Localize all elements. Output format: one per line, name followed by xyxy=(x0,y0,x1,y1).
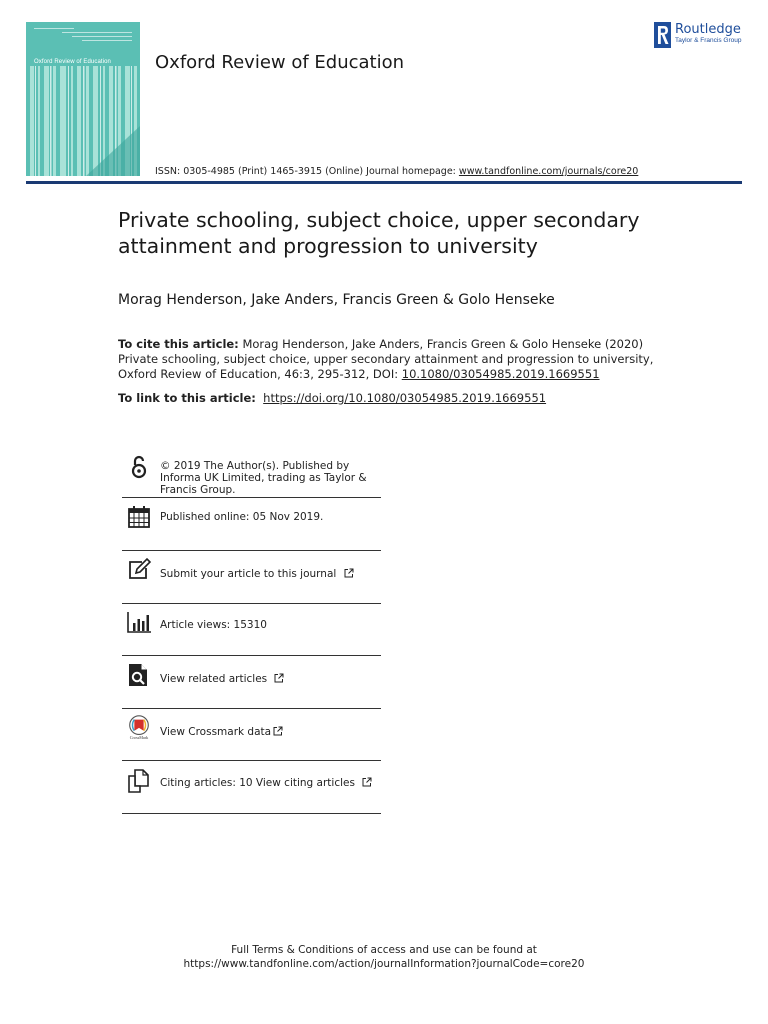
crossmark-icon xyxy=(126,714,152,740)
info-row-published xyxy=(122,498,381,551)
info-row-related[interactable] xyxy=(122,656,381,709)
related-articles-label: View related articles xyxy=(160,673,268,685)
info-row-license xyxy=(122,450,381,498)
cover-title: Oxford Review of Education xyxy=(34,59,111,65)
cite-text: Morag Henderson, Jake Anders, Francis Green & Golo Henseke (2020) Private schooling, subject choice, upper secondary attainment and progression to university, Oxford Review of Education, 46:3, 295-312, DOI: xyxy=(118,337,654,381)
journal-cover-image xyxy=(26,22,140,176)
cite-label: To cite this article: xyxy=(118,337,239,351)
submit-article-link[interactable] xyxy=(160,568,354,580)
crossmark-label: View Crossmark data xyxy=(160,726,272,738)
article-link-line xyxy=(118,391,546,405)
citation-block xyxy=(118,337,678,382)
bar-chart-icon xyxy=(126,610,152,636)
external-link-icon xyxy=(274,673,284,683)
crossmark-link[interactable] xyxy=(160,726,283,738)
publisher-name: Routledge xyxy=(675,22,741,37)
journal-homepage-link[interactable]: www.tandfonline.com/journals/core20 xyxy=(458,166,639,177)
submit-article-label: Submit your article to this journal xyxy=(160,568,337,580)
footer-terms-url[interactable]: https://www.tandfonline.com/action/journalInformation?journalCode=core20 xyxy=(183,958,585,970)
edit-pencil-icon xyxy=(126,557,152,583)
article-info-list xyxy=(122,450,381,814)
article-title: Private schooling, subject choice, upper secondary attainment and progression to university xyxy=(118,208,640,258)
info-row-views xyxy=(122,604,381,656)
publisher-text xyxy=(675,22,741,45)
publisher-group: Taylor & Francis Group xyxy=(675,37,742,44)
article-doi-link[interactable]: https://doi.org/10.1080/03054985.2019.1669551 xyxy=(263,391,547,405)
published-date: Published online: 05 Nov 2019. xyxy=(160,511,324,523)
routledge-r-icon xyxy=(654,22,671,48)
footer-terms-line: Full Terms & Conditions of access and use can be found at xyxy=(231,944,537,956)
cover-text-lines xyxy=(34,28,132,54)
related-articles-search-icon xyxy=(126,662,152,688)
info-row-citing[interactable] xyxy=(122,761,381,814)
crossmark-logo-text: CrossMark xyxy=(129,735,149,740)
issn-text: ISSN: 0305-4985 (Print) 1465-3915 (Online) Journal homepage: xyxy=(155,166,459,177)
article-views: Article views: 15310 xyxy=(160,619,267,631)
link-label: To link to this article: xyxy=(118,391,256,405)
external-link-icon xyxy=(362,777,372,787)
citing-articles-icon xyxy=(126,768,152,794)
info-row-crossmark[interactable] xyxy=(122,709,381,761)
header-divider xyxy=(26,181,742,184)
related-articles-link[interactable] xyxy=(160,673,284,685)
calendar-icon xyxy=(126,504,152,530)
cover-stripes-graphic xyxy=(26,66,140,176)
publisher-logo[interactable] xyxy=(654,22,741,48)
citing-articles-link[interactable] xyxy=(160,777,372,789)
issn-line xyxy=(155,166,638,177)
external-link-icon xyxy=(344,568,354,578)
info-row-submit[interactable] xyxy=(122,551,381,604)
article-authors: Morag Henderson, Jake Anders, Francis Green & Golo Henseke xyxy=(118,292,555,308)
citing-articles-label: Citing articles: 10 View citing articles xyxy=(160,777,355,789)
external-link-icon xyxy=(273,726,283,736)
license-text: © 2019 The Author(s). Published by Informa UK Limited, trading as Taylor & Francis Group. xyxy=(160,460,367,496)
cite-doi-link[interactable]: 10.1080/03054985.2019.1669551 xyxy=(401,367,600,381)
journal-title: Oxford Review of Education xyxy=(155,52,405,73)
open-access-icon xyxy=(126,454,152,480)
